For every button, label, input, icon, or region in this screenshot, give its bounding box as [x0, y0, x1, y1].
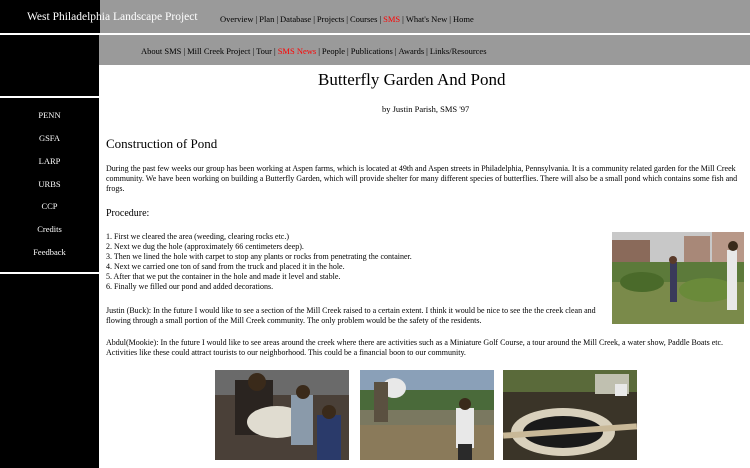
sub-nav-item-links-resources[interactable]: Links/Resources: [429, 46, 487, 56]
main-nav-item-courses[interactable]: Courses: [350, 14, 378, 24]
sub-nav-item-mill-creek-project[interactable]: Mill Creek Project: [187, 46, 251, 56]
site-title[interactable]: West Philadelphia Landscape Project: [27, 11, 198, 23]
nav-separator: |: [449, 14, 451, 24]
photo-carrying-sand: [215, 370, 349, 460]
page-title: Butterfly Garden And Pond: [318, 70, 506, 89]
procedure-step: 6. Finally we filled our pond and added decorations.: [106, 282, 274, 291]
sub-nav: [141, 46, 487, 56]
sub-nav-item-about-sms[interactable]: About SMS: [141, 46, 182, 56]
sidebar-item-gsfa[interactable]: GSFA: [38, 133, 61, 143]
quote-abdul: Abdul(Mookie): In the future I would like to see areas around the creek where there are activities such as a Miniature Golf Course, a tour around the Mill Creek, a water show, Paddle Boats etc. Activities like these could attract tourists to our neighborhood. This could be a financial boon to our community.: [106, 338, 724, 357]
nav-separator: |: [318, 46, 320, 56]
sidebar: [0, 35, 99, 468]
sub-nav-item-people[interactable]: People: [321, 46, 346, 56]
main-nav-item-what-s-new[interactable]: What's New: [405, 14, 448, 24]
nav-separator: |: [274, 46, 276, 56]
main-nav: [220, 14, 474, 24]
nav-separator: |: [276, 14, 279, 24]
top-header-bar: [0, 0, 750, 33]
intro-paragraph: During the past few weeks our group has been working at Aspen farms, which is located at 49th and Aspen streets in Philadelphia, Pennsylvania. It is a community related garden for the Mill Creek community. We have been working on building a Butterfly Garden, which will provide shelter for many different species of butterflies. There will also be a small pond which contains some fish and frogs.: [106, 164, 738, 193]
procedure-step: 3. Then we lined the hole with carpet to stop any plants or rocks from penetrating the container.: [106, 252, 412, 261]
sidebar-item-larp[interactable]: LARP: [38, 156, 61, 166]
nav-separator: |: [347, 46, 349, 56]
section-heading: Construction of Pond: [106, 136, 218, 151]
sidebar-item-credits[interactable]: Credits: [37, 224, 62, 234]
sidebar-item-feedback[interactable]: Feedback: [33, 247, 66, 257]
sub-nav-item-awards[interactable]: Awards: [398, 46, 425, 56]
nav-separator: |: [183, 46, 186, 56]
photo-pouring-water: [360, 370, 494, 460]
procedure-step: 5. After that we put the container in the hole and made it level and stable.: [106, 272, 341, 281]
main-nav-item-home[interactable]: Home: [452, 14, 474, 24]
garden-photo: [612, 232, 744, 324]
main-nav-item-database[interactable]: Database: [280, 14, 312, 24]
sidebar-divider-top: [0, 96, 99, 98]
photo-pond-container: [503, 370, 637, 460]
procedure-step: 2. Next we dug the hole (approximately 66 centimeters deep).: [106, 242, 304, 251]
nav-separator: |: [394, 46, 397, 56]
main-nav-item-projects[interactable]: Projects: [316, 14, 345, 24]
nav-separator: |: [379, 14, 382, 24]
main-nav-item-plan[interactable]: Plan: [259, 14, 275, 24]
procedure-step: 4. Next we carried one ton of sand from the truck and placed it in the hole.: [106, 262, 345, 271]
sub-nav-item-tour[interactable]: Tour: [256, 46, 272, 56]
sub-nav-item-sms-news[interactable]: SMS News: [277, 46, 317, 56]
nav-separator: |: [252, 46, 255, 56]
main-nav-item-sms[interactable]: SMS: [383, 14, 401, 24]
procedure-step: 1. First we cleared the area (weeding, clearing rocks etc.): [106, 232, 290, 241]
nav-separator: |: [346, 14, 348, 24]
sub-nav-item-publications[interactable]: Publications: [350, 46, 393, 56]
nav-separator: |: [402, 14, 404, 24]
sidebar-item-ccp[interactable]: CCP: [41, 201, 58, 211]
nav-separator: |: [426, 46, 428, 56]
byline: by Justin Parish, SMS '97: [382, 104, 470, 114]
sidebar-divider-bottom: [0, 272, 99, 274]
quote-justin: Justin (Buck): In the future I would like to see a section of the Mill Creek raised to a certain extent. I think it would be nice to see the the creek clean and flowing through a small portion of the Mill Creek community. The only problem would be the safety of the residents.: [106, 306, 596, 325]
procedure-steps: [106, 232, 606, 292]
nav-separator: |: [255, 14, 258, 24]
sidebar-item-penn[interactable]: PENN: [38, 110, 61, 120]
sidebar-item-urbs[interactable]: URBS: [38, 179, 61, 189]
sub-header-bar: [0, 35, 750, 65]
nav-separator: |: [313, 14, 315, 24]
procedure-heading: Procedure:: [106, 208, 150, 219]
main-nav-item-overview[interactable]: Overview: [220, 14, 254, 24]
